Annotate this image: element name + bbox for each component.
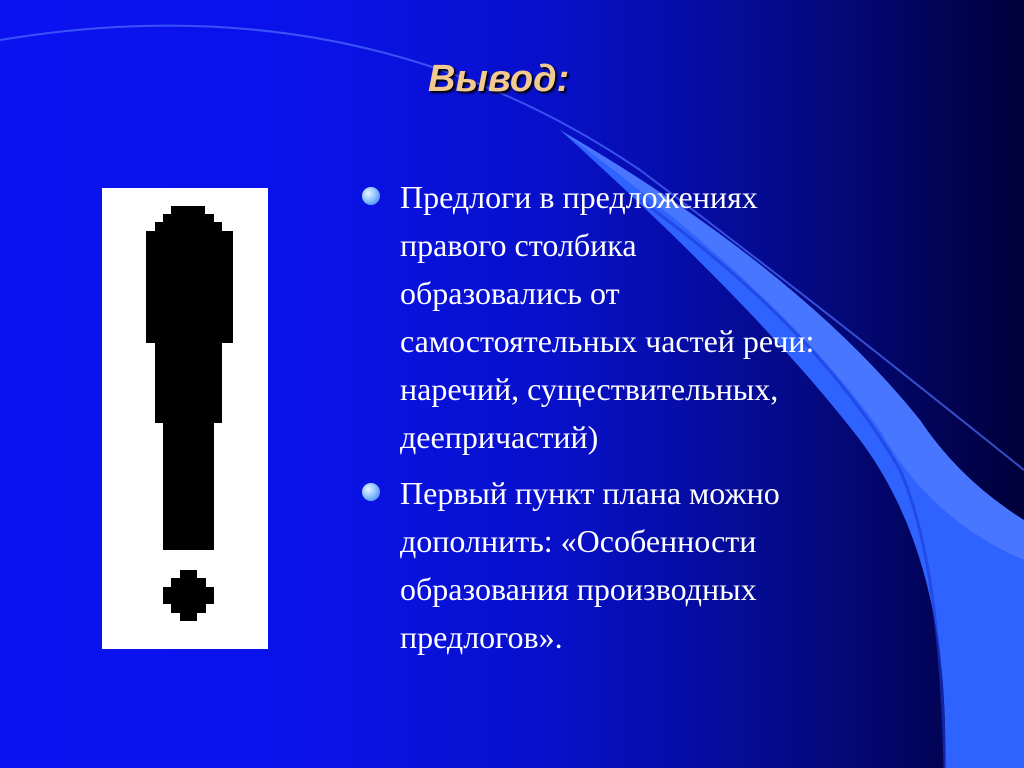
slide-title: Вывод: <box>428 58 570 100</box>
bullet-line: правого столбика <box>400 227 637 263</box>
bullet-line: образовались от <box>400 275 620 311</box>
bullet-line: дополнить: «Особенности <box>400 523 757 559</box>
bullet-line: самостоятельных частей речи: <box>400 323 815 359</box>
bullet-line: предлогов». <box>400 619 563 655</box>
bullet-item <box>362 469 942 661</box>
exclamation-mark-icon <box>102 188 268 649</box>
bullet-line: наречий, существительных, <box>400 371 779 407</box>
bullet-list <box>362 173 942 669</box>
bullet-line: Предлоги в предложениях <box>400 179 758 215</box>
bullet-line: деепричастий) <box>400 419 599 455</box>
bullet-icon <box>362 483 380 501</box>
bullet-icon <box>362 187 380 205</box>
bullet-line: Первый пункт плана можно <box>400 475 780 511</box>
bullet-item <box>362 173 942 461</box>
bullet-line: образования производных <box>400 571 757 607</box>
